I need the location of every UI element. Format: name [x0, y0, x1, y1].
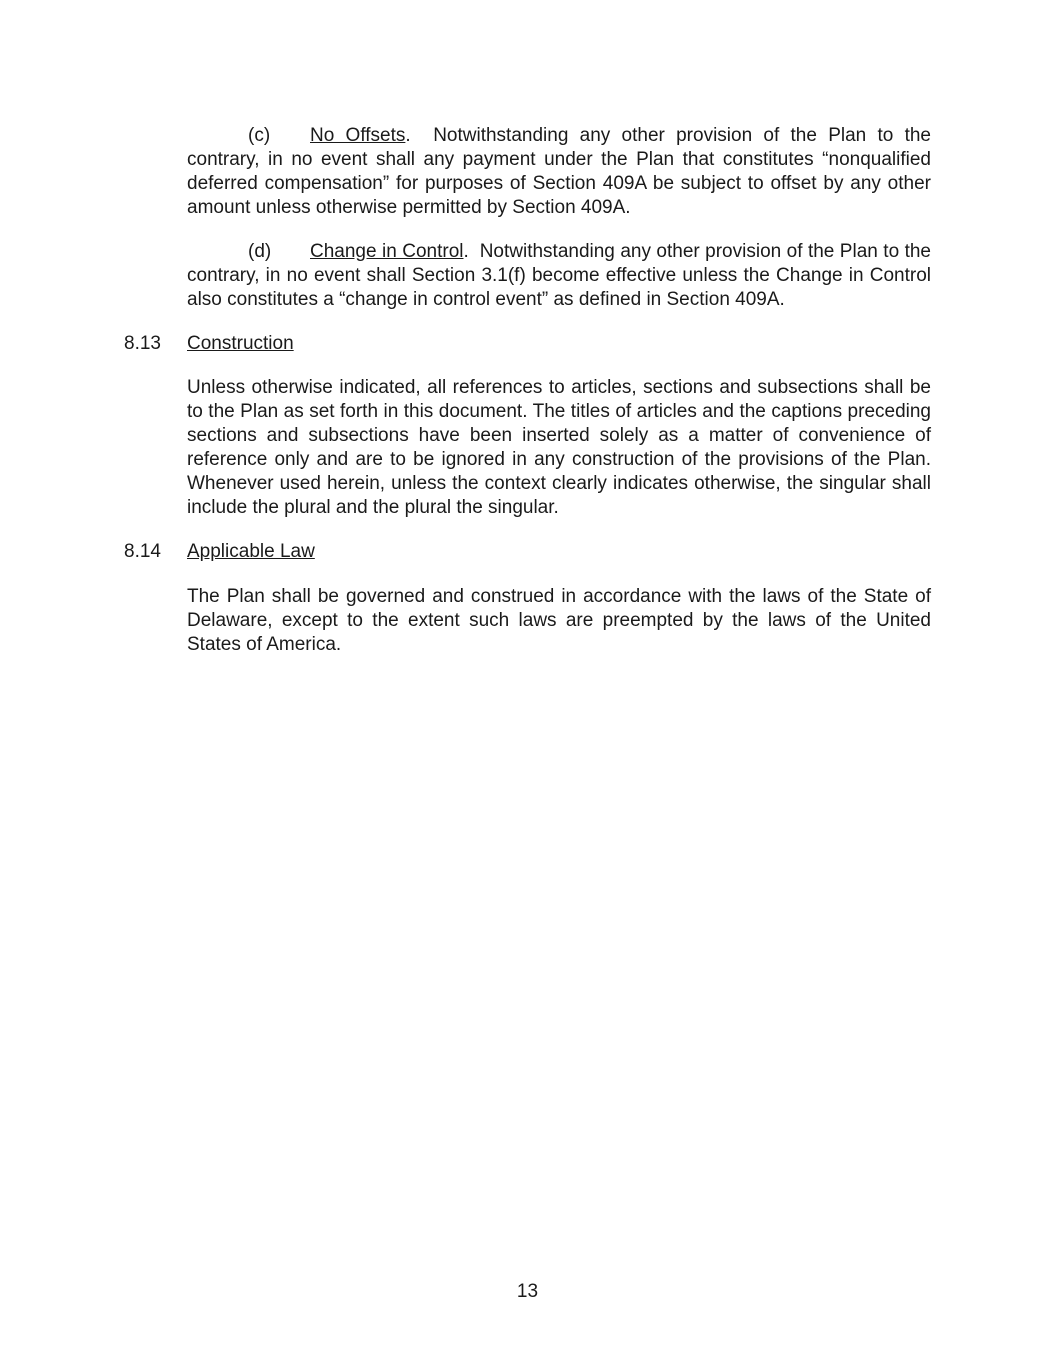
section-8-13-number: 8.13	[124, 333, 161, 354]
section-8-14-title: Applicable Law	[187, 541, 315, 562]
section-8-14-body: The Plan shall be governed and construed in accordance with the laws of the State of Delaware, except to the extent such laws are preempted by the laws of the United States of America.	[187, 586, 931, 655]
section-8-13-title: Construction	[187, 333, 294, 354]
paragraph-c-label: (c)	[248, 125, 271, 146]
paragraph-d-label: (d)	[248, 241, 272, 262]
paragraph-c-heading: No Offsets	[310, 125, 406, 146]
page-number: 13	[516, 1281, 539, 1302]
paragraph-d	[187, 240, 931, 312]
paragraph-c-text: Notwithstanding any other provision of the Plan to the contrary, in no event shall any payment under the Plan that constitutes “nonqualified deferred compensation” for purposes of Section 409A be subject to offset by any other amount unless otherwise permitted by Section 409A.	[187, 125, 931, 218]
section-8-13-body: Unless otherwise indicated, all references to articles, sections and subsections shall be to the Plan as set forth in this document. The titles of articles and the captions preceding sections and subsections have been inserted solely as a matter of convenience of reference only and are to be ignored in any construction of the provisions of the Plan. Whenever used herein, unless the context clearly indicates otherwise, the singular shall include the plural and the plural the singular.	[187, 377, 931, 518]
paragraph-d-heading-end: .	[463, 241, 469, 262]
section-8-14-number: 8.14	[124, 541, 161, 562]
paragraph-d-text: Notwithstanding any other provision of the Plan to the contrary, in no event shall Section 3.1(f) become effective unless the Change in Control also constitutes a “change in control event” as defined in Section 409A.	[187, 241, 931, 310]
paragraph-c	[187, 124, 931, 220]
paragraph-c-heading-end: .	[405, 125, 411, 146]
paragraph-d-heading: Change in Control	[310, 241, 464, 262]
